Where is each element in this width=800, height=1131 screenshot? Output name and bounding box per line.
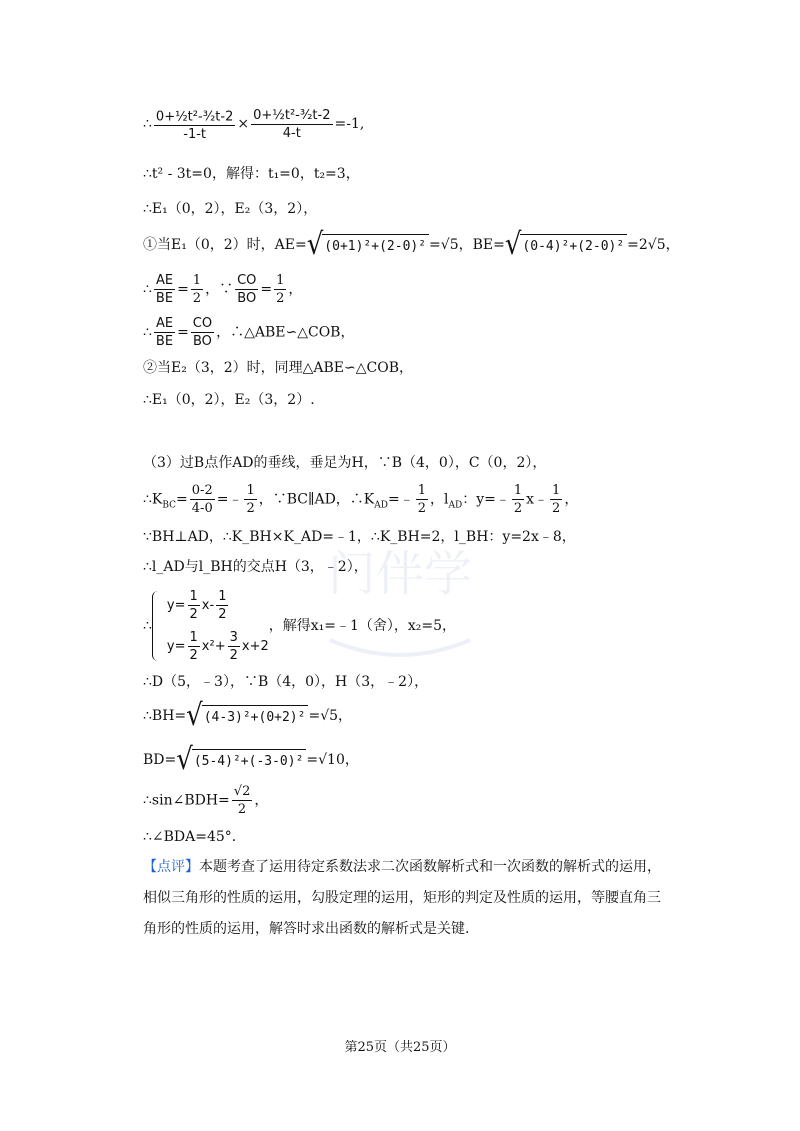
eq-line-17: ∴BH= √ (4-3)²+(0+2)² =√5， [143,698,353,734]
eq-system: ∴ y= $\frac{1}{2}$ x- $\frac{1}{2}$ y= $\frac{1}{2}$ x²+ $\frac{3}{2}$ x+2 ，解得x₁=﹣1（舍），x₂=5， [143,589,457,663]
eq-line-3: ∴E₁（0，2），E₂（3，2）， [143,201,318,217]
eq-line-1: ∴ $\frac{\text{0+½t²-³⁄₂t-2}}{-1-t}$ × $\frac{\text{0+½t²-³⁄₂t-2}}{4-t}$ =-1, [143,105,364,143]
page-footer: 第25页（共25页） [344,1040,456,1055]
comment-block [143,852,663,945]
eq-line-9: ②当E₂（3，2）时，同理△ABE∽△COB， [143,360,414,376]
eq-line-4: ①当E₁（0，2）时，AE= √ (0+1)²+(2-0)² =√5，BE= √ (0-4)²+(2-0)² =2√5， [143,227,680,263]
eq-line-20: ∴∠BDA=45°． [143,829,246,845]
svg-text:门伴学: 门伴学 [327,546,473,602]
comment-text: 本题考查了运用待定系数法求二次函数解析式和一次函数的解析式的运用，相似三角形的性质的运用，勾股定理的运用，矩形的判定及性质的运用，等腰直角三角形的性质的运用，解答时求出函数的解析式是关键. [143,859,661,937]
eq-line-19: ∴sin∠BDH= $\frac{√2}{2}$ ， [143,784,269,817]
eq-line-11: （3）过B点作AD的垂线，垂足为H，∵B（4，0），C（0，2）， [143,455,547,471]
eq-line-18: BD= √ (5-4)²+(-3-0)² =√10， [143,742,359,778]
eq-line-12: $\therefore K_{BC}=$ $\frac{0-2}{4-0}$ =﹣ $\frac{1}{2}$ ，∵BC∥AD，$\therefore K_{AD}=﹣$ $\frac{1}{2}$ ，$l_{AD}$：y=﹣ $\frac{1}{2}$ x﹣ $\frac{1}{2}$ ， [143,483,579,516]
eq-line-5: ∴ $\frac{AE}{BE}$ = $\frac{1}{2}$ ，∵ $\frac{CO}{BO}$ = $\frac{1}{2}$ ， [143,273,303,306]
eq-line-13: ∵BH⊥AD，∴K_BH×K_AD=﹣1，∴K_BH=2，l_BH：y=2x﹣8， [143,529,576,545]
eq-line-6: ∴ $\frac{AE}{BE}$ = $\frac{CO}{BO}$ ，∴△ABE∽△COB， [143,316,355,349]
eq-line-10: ∴E₁（0，2），E₂（3，2）. [143,392,315,408]
eq-line-16: ∴D（5，﹣3），∵B（4，0），H（3，﹣2）， [143,674,429,690]
eq-line-14: ∴l_AD与l_BH的交点H（3，﹣2）， [143,559,368,575]
comment-tag: 【点评】 [143,859,199,875]
eq-line-2: ∴t² - 3t=0，解得：t₁=0，t₂=3， [143,166,360,182]
